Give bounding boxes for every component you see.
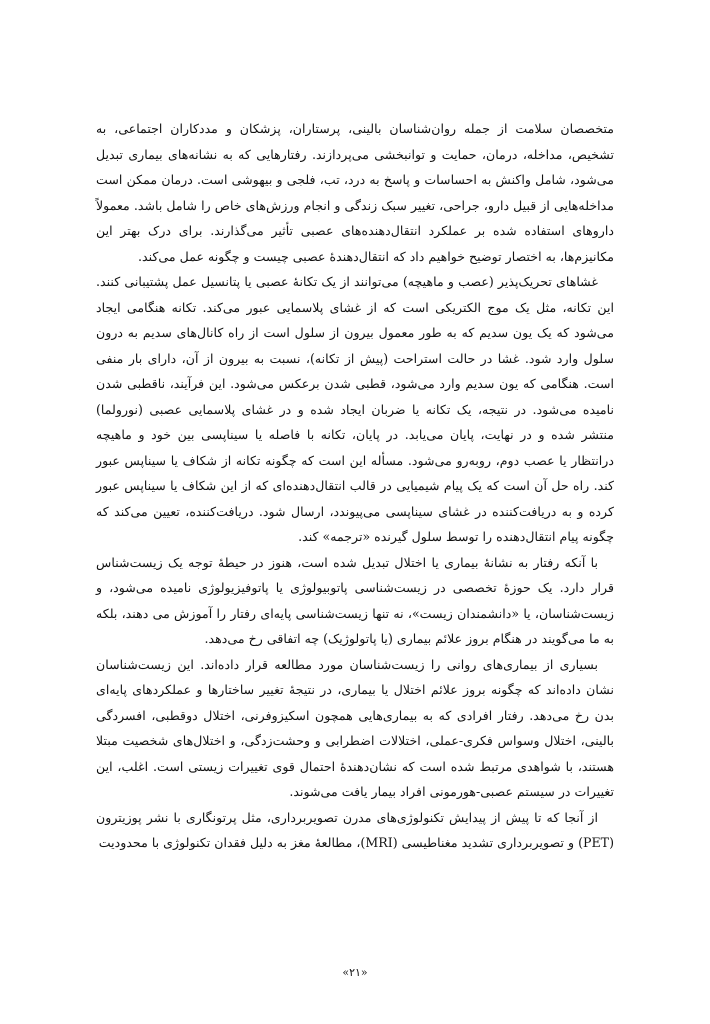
body-text: [96, 116, 614, 856]
paragraph-1: متخصصان سلامت از جمله روان‌شناسان بالینی، پرستاران، پزشکان و مددکاران اجتماعی، به تشخیص، مداخله، درمان، حمایت و توانبخشی می‌پردازند. رفتارهایی که به نشانه‌های بیماری تبدیل می‌شود، شامل واکنش به احساسات و پاسخ به درد، تب، فلجی و بیهوشی است. درمان ممکن است مداخله‌هایی از قبیل دارو، جراحی، تغییر سبک زندگی و انجام ورزش‌های خاص را شامل باشد. معمولاً داروهای استفاده شده بر عملکرد انتقال‌دهنده‌های عصبی تأثیر می‌گذارند. برای درک بهتر این مکانیزم‌ها، به اختصار توضیح خواهیم داد که انتقال‌دهندهٔ عصبی چیست و چگونه عمل می‌کند.: [96, 121, 614, 264]
paragraph-5: از آنجا که تا پیش از پیدایش تکنولوژی‌های مدرن تصویربرداری، مثل پرتونگاری با نشر پوزیترون (PET) و تصویربرداری تشدید مغناطیسی (MRI)، مطالعهٔ مغز به دلیل فقدان تکنولوژی با محدودیت: [96, 809, 614, 850]
paragraph-4: بسیاری از بیماری‌های روانی را زیست‌شناسان مورد مطالعه قرار داده‌اند. این زیست‌شناسان نشان داده‌اند که چگونه بروز علائم اختلال یا بیماری، در نتیجهٔ تغییر ساختارها و عملکردهای پایه‌ای بدن رخ می‌دهد. رفتار افرادی که به بیماری‌هایی همچون اسکیزوفرنی، اختلال دوقطبی، افسردگی بالینی، اختلال وسواس فکری-عملی، اختلالات اضطرابی و وحشت‌زدگی، و اختلال‌های شخصیت مبتلا هستند، با شواهدی مرتبط شده است که نشان‌دهندهٔ احتمال قوی تغییرات زیستی است. اغلب، این تغییرات در سیستم عصبی-هورمونی افراد بیمار یافت می‌شوند.: [96, 656, 614, 799]
paragraph-3: با آنکه رفتار به نشانهٔ بیماری یا اختلال تبدیل شده است، هنوز در حیطهٔ توجه یک زیست‌شناس قرار دارد. یک حوزهٔ تخصصی در زیست‌شناسی پاتوبیولوژی یا پاتوفیزیولوژی نامیده می‌شود، و زیست‌شناسان، یا «دانشمندان زیست»، نه تنها زیست‌شناسی پایه‌ای رفتار را آموزش می دهند، بلکه به ما می‌گویند در هنگام بروز علائم بیماری (یا پاتولوژیک) چه اتفاقی رخ می‌دهد.: [96, 554, 614, 646]
page-number: «۲۱»: [342, 966, 368, 979]
paragraph-2: غشاهای تحریک‌پذیر (عصب و ماهیچه) می‌توانند از یک تکانهٔ عصبی یا پتانسیل عمل پشتیبانی کنند. این تکانه، مثل یک موج الکتریکی است که از غشای پلاسمایی عبور می‌کند. تکانه هنگامی ایجاد می‌شود که یک یون سدیم که به طور معمول بیرون از سلول است از راه کانال‌های سدیم به درون سلول وارد شود. غشا در حالت استراحت (پیش از تکانه)، نسبت به بیرون از آن، دارای بار منفی است. هنگامی که یون سدیم وارد می‌شود، قطبی شدن برعکس می‌شود. این فرآیند، ناقطبی شدن نامیده می‌شود. در نتیجه، یک تکانه یا ضربان ایجاد شده و در غشای پلاسمایی عصبی (نورولما) منتشر شده و در نهایت، پایان می‌یابد. در پایان، تکانه با فاصله یا سیناپسی بین خود و ماهیچه درانتظار یا عصب دوم، روبه‌رو می‌شود. مسأله این است که چگونه تکانه از شکاف یا سیناپس عبور کند. راه حل آن است که یک پیام شیمیایی در قالب انتقال‌دهنده‌ای که از این شکاف یا سیناپس عبور کرده و به دریافت‌کننده در غشای سیناپسی می‌پیوندد، ارسال شود. دریافت‌کننده، تعیین می‌کند که چگونه پیام انتقال‌دهنده را توسط سلول گیرنده «ترجمه» کند.: [96, 274, 614, 544]
